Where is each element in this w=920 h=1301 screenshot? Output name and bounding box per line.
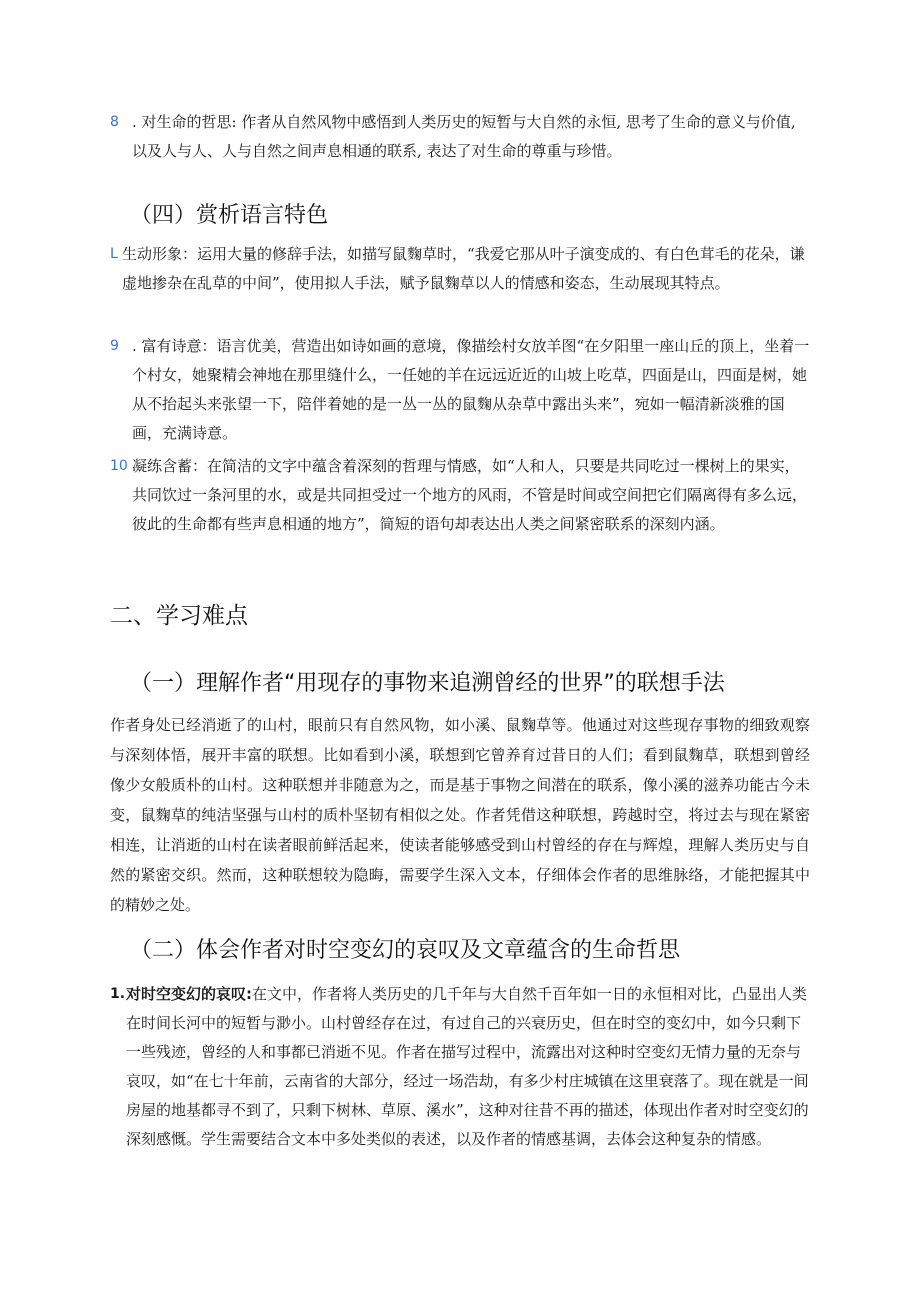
list-number: L [110,246,118,262]
section-heading: （二）体会作者对时空变幻的哀叹及文章蕴含的生命哲思 [130,938,681,963]
list-number: 10 [110,458,128,474]
list-item-text: . 富有诗意：语言优美，营造出如诗如画的意境，像描绘村女放羊图“在夕阳里一座山丘的顶上，坐着一个村女，她聚精会神地在那里缝什么，一任她的羊在远远近近的山坡上吃草，四面是山，四面是树，她从不抬起头来张望一下，陪伴着她的是一丛一丛的鼠麴从杂草中露出头来”，宛如一幅清新淡雅的国画，充满诗意。 [132,337,810,442]
list-item [110,332,810,448]
list-item-text [110,980,810,1154]
list-number: 9 [110,338,119,354]
list-number: 8 [110,114,119,130]
section-heading: （一）理解作者“用现存的事物来追溯曾经的世界”的联想手法 [130,671,725,696]
list-item-text: 凝练含蓄：在简洁的文字中蕴含着深刻的哲理与情感，如“人和人，只要是共同吃过一棵树上的果实，共同饮过一条河里的水，或是共同担受过一个地方的风雨，不管是时间或空间把它们隔离得有多么远，彼此的生命都有些声息相通的地方”，简短的语句却表达出人类之间紧密联系的深刻内涵。 [132,457,808,533]
list-item-text: . 对生命的哲思: 作者从自然风物中感悟到人类历史的短暂与大自然的永恒, 思考了生命的意义与价值, 以及人与人、人与自然之间声息相通的联系, 表达了对生命的尊重与珍惜。 [132,113,796,160]
list-item-title: 对时空变幻的哀叹: [126,985,252,1003]
body-paragraph: 作者身处已经消逝了的山村，眼前只有自然风物，如小溪、鼠麴草等。他通过对这些现存事物的细致观察与深刻体悟，展开丰富的联想。比如看到小溪，联想到它曾养育过昔日的人们；看到鼠麴草，联想到曾经像少女般质朴的山村。这种联想并非随意为之，而是基于事物之间潜在的联系，像小溪的滋养功能古今未变，鼠麴草的纯洁坚强与山村的质朴坚韧有相似之处。作者凭借这种联想，跨越时空，将过去与现在紧密相连，让消逝的山村在读者眼前鲜活起来，使读者能够感受到山村曾经的存在与辉煌，理解人类历史与自然的紧密交织。然而，这种联想较为隐晦，需要学生深入文本，仔细体会作者的思维脉络，才能把握其中的精妙之处。 [110,716,810,914]
list-item [110,452,810,539]
list-number: 1. [110,986,126,1002]
list-item [110,108,810,166]
section-heading: （四）赏析语言特色 [130,203,329,228]
list-item-text: 生动形象：运用大量的修辞手法，如描写鼠麴草时，“我爱它那从叶子演变成的、有白色茸毛的花朵，谦虚地掺杂在乱草的中间”，使用拟人手法，赋予鼠麴草以人的情感和姿态，生动展现其特点。 [122,245,805,292]
list-item-content: 在文中，作者将人类历史的几千年与大自然千百年如一日的永恒相对比，凸显出人类在时间长河中的短暂与渺小。山村曾经存在过，有过自己的兴衰历史，但在时空的变幻中，如今只剩下一些残迹，曾经的人和事都已消逝不见。作者在描写过程中，流露出对这种时空变幻无情力量的无奈与哀叹，如“在七十年前，云南省的大部分，经过一场浩劫，有多少村庄城镇在这里衰落了。现在就是一间房屋的地基都寻不到了，只剩下树林、草原、溪水”，这种对往昔不再的描述，体现出作者对时空变幻的深刻感慨。学生需要结合文本中多处类似的表述，以及作者的情感基调，去体会这种复杂的情感。 [126,985,809,1148]
list-item [110,980,810,1154]
chapter-heading: 二、学习难点 [110,603,248,629]
list-item [110,240,810,298]
